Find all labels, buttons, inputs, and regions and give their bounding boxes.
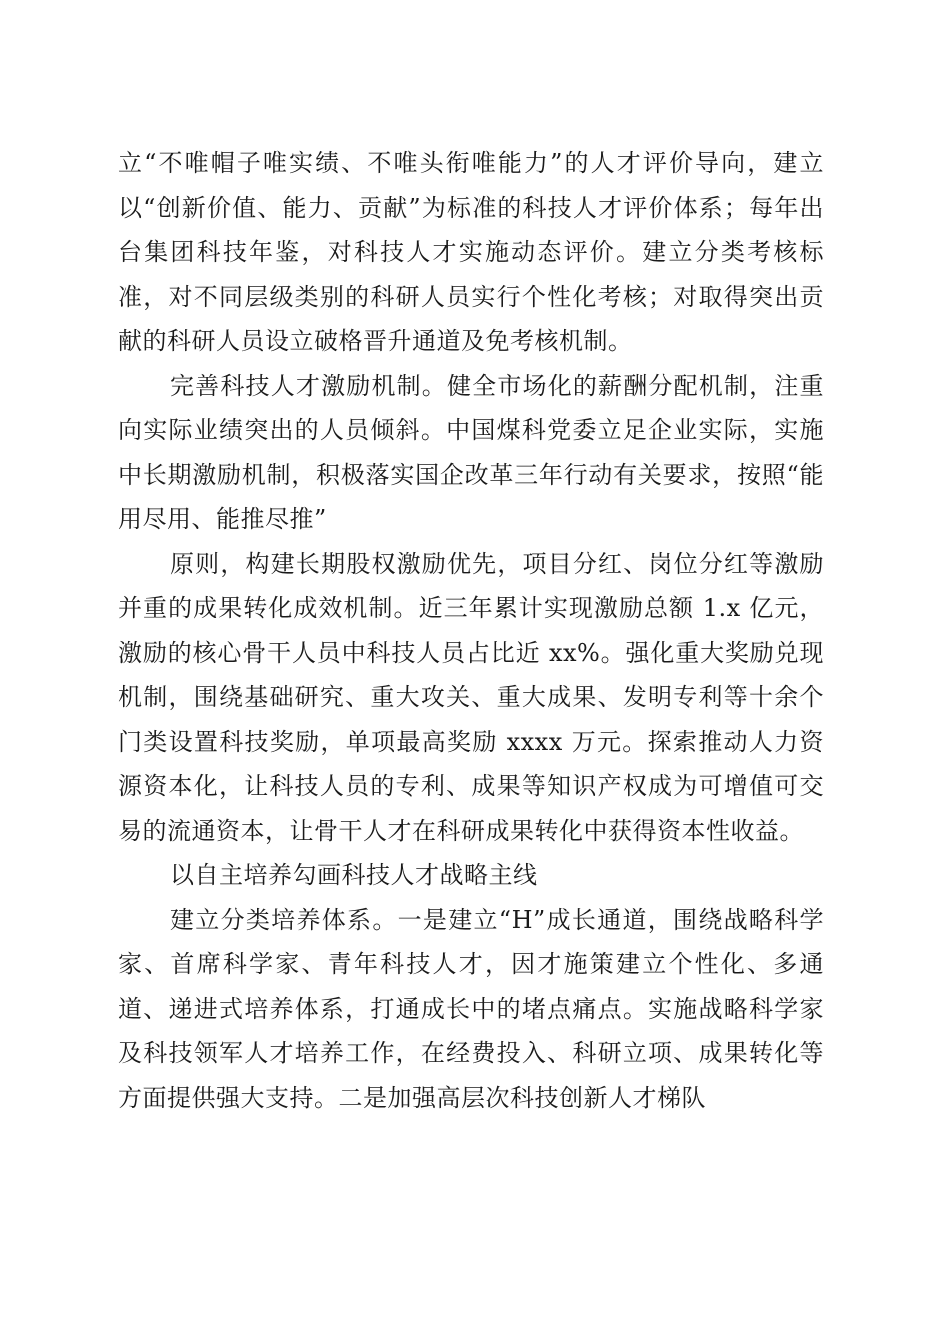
section-heading-self-training: 以自主培养勾画科技人才战略主线 — [170, 861, 538, 889]
paragraph-talent-evaluation: 立“不唯帽子唯实绩、不唯头衔唯能力”的人才评价导向，建立以“创新价值、能力、贡献”为标准的科技人才评价体系；每年出台集团科技年鉴，对科技人才实施动态评价。建立分类考核标准，对不同层级类别的科研人员实行个性化考核；对取得突出贡献的科研人员设立破格晋升通道及免考核机制。 — [118, 149, 824, 355]
paragraph-training-system: 建立分类培养体系。一是建立“H”成长通道，围绕战略科学家、首席科学家、青年科技人才，因才施策建立个性化、多通道、递进式培养体系，打通成长中的堵点痛点。实施战略科学家及科技领军人才培养工作，在经费投入、科研立项、成果转化等方面提供强大支持。二是加强高层次科技创新人才梯队 — [118, 905, 824, 1112]
paragraph-incentive-mechanism: 完善科技人才激励机制。健全市场化的薪酬分配机制，注重向实际业绩突出的人员倾斜。中国煤科党委立足企业实际，实施中长期激励机制，积极落实国企改革三年行动有关要求，按照“能用尽用、能推尽推” — [118, 371, 824, 533]
paragraph-incentive-principle: 原则，构建长期股权激励优先，项目分红、岗位分红等激励并重的成果转化成效机制。近三年累计实现激励总额 1.x 亿元，激励的核心骨干人员中科技人员占比近 xx%。强化重大奖励兑现机制，围绕基础研究、重大攻关、重大成果、发明专利等十余个门类设置科技奖励，单项最高奖励 xxxx 万元。探索推动人力资源资本化，让科技人员的专利、成果等知识产权成为可增值可交易的流通资本，让骨干人才在科研成果转化中获得资本性收益。 — [118, 549, 824, 845]
document-body — [118, 141, 824, 1120]
